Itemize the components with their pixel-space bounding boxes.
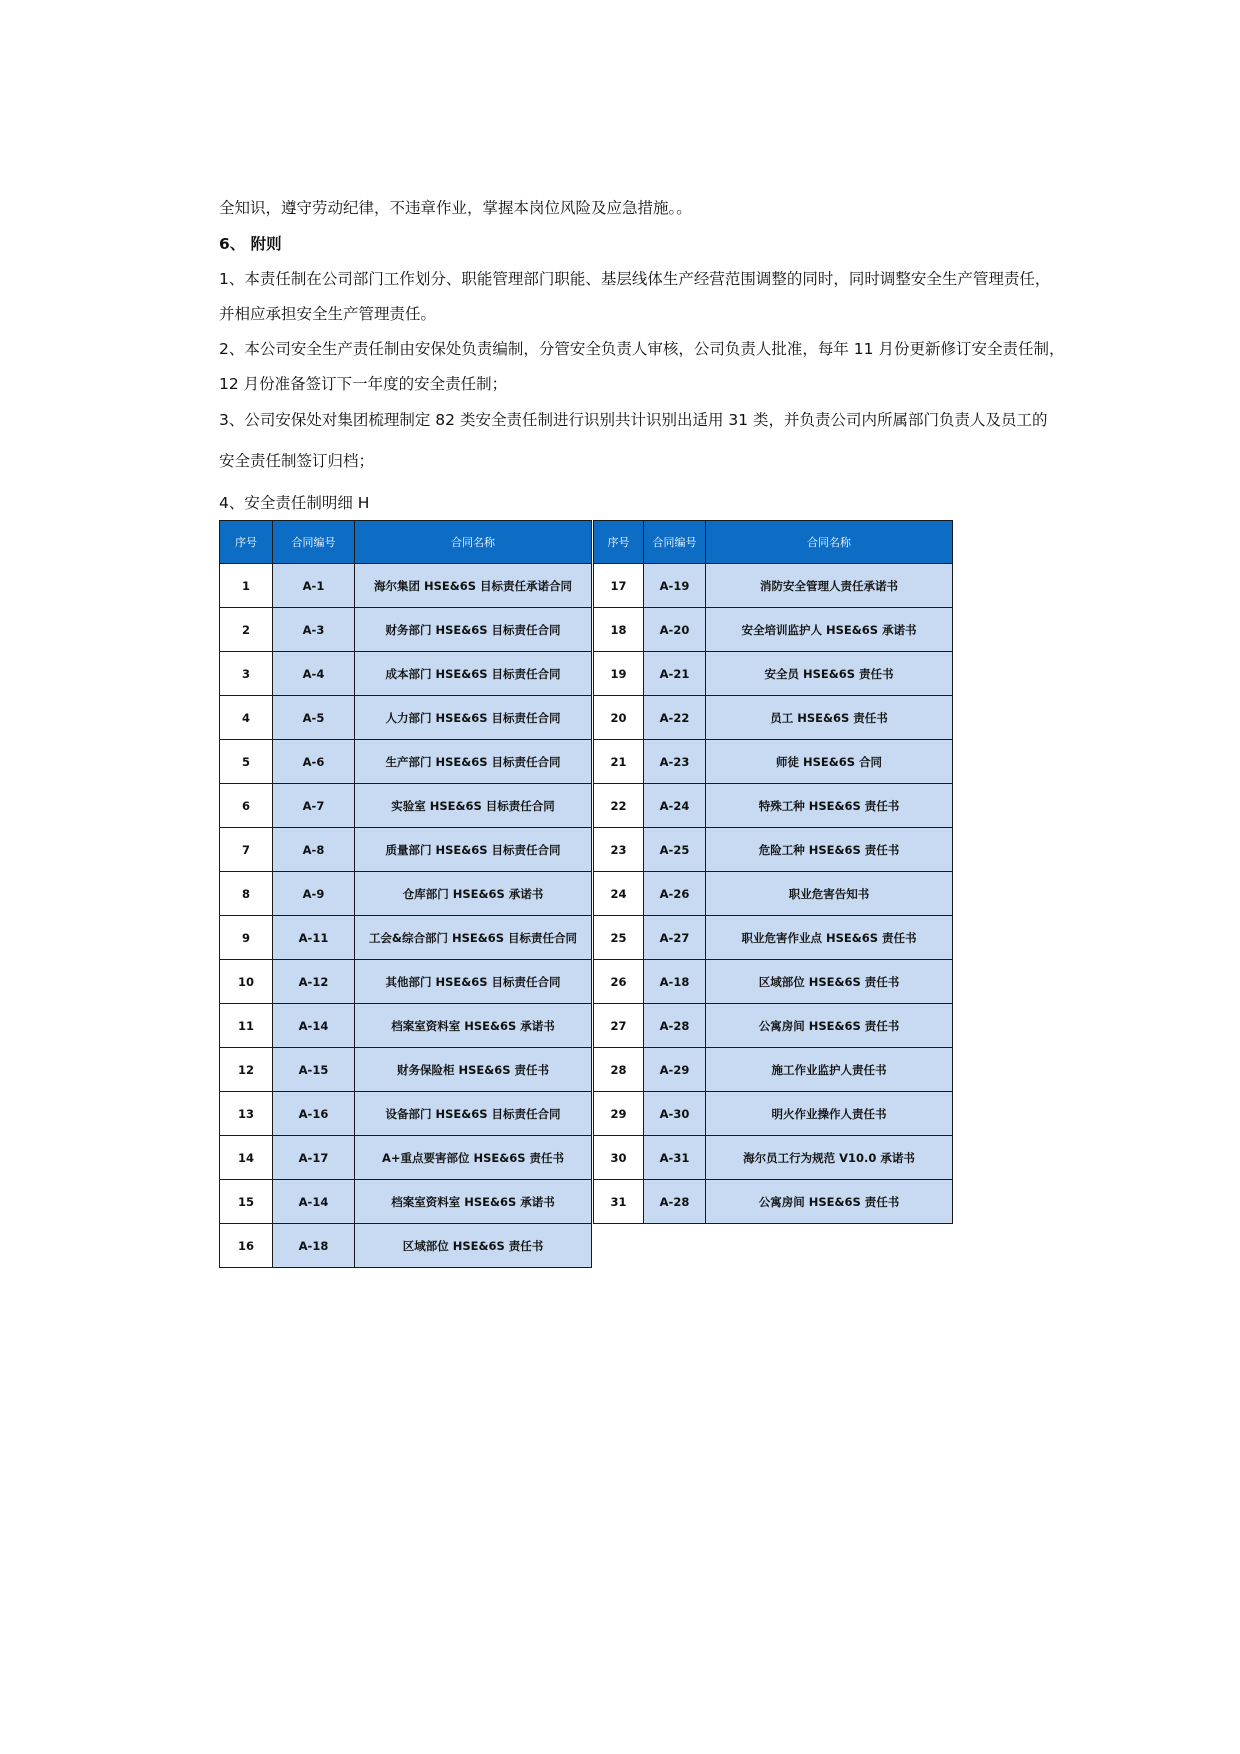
table-row [220, 740, 592, 784]
table-row [594, 1048, 953, 1092]
cell-contract-name: 明火作业操作人责任书 [706, 1092, 953, 1136]
table-row [594, 828, 953, 872]
cell-index: 18 [594, 608, 644, 652]
cell-contract-name: 区域部位 HSE&6S 责任书 [355, 1224, 592, 1268]
table-row [220, 960, 592, 1004]
table-row [594, 1092, 953, 1136]
cell-contract-name: 财务保险柜 HSE&6S 责任书 [355, 1048, 592, 1092]
table-row [594, 652, 953, 696]
table-row [594, 696, 953, 740]
cell-contract-code: A-25 [644, 828, 706, 872]
paragraph-3-line-2: 安全责任制签订归档； [219, 452, 375, 470]
cell-contract-name: 档案室资料室 HSE&6S 承诺书 [355, 1180, 592, 1224]
cell-contract-name: 成本部门 HSE&6S 目标责任合同 [355, 652, 592, 696]
paragraph-3-line-1: 3、公司安保处对集团梳理制定 82 类安全责任制进行识别共计识别出适用 31 类，并负责公司内所属部门负责人及员工的 [219, 411, 1048, 429]
cell-index: 2 [220, 608, 273, 652]
cell-contract-name: 实验室 HSE&6S 目标责任合同 [355, 784, 592, 828]
cell-contract-code: A-9 [273, 872, 355, 916]
cell-contract-name: 人力部门 HSE&6S 目标责任合同 [355, 696, 592, 740]
table-row [220, 564, 592, 608]
cell-index: 16 [220, 1224, 273, 1268]
cell-contract-name: 生产部门 HSE&6S 目标责任合同 [355, 740, 592, 784]
cell-contract-name: 海尔集团 HSE&6S 目标责任承诺合同 [355, 564, 592, 608]
table-row [594, 1180, 953, 1224]
cell-contract-name: 安全员 HSE&6S 责任书 [706, 652, 953, 696]
table-row [594, 916, 953, 960]
cell-contract-name: 危险工种 HSE&6S 责任书 [706, 828, 953, 872]
cell-index: 31 [594, 1180, 644, 1224]
table-row [220, 1224, 592, 1268]
cell-contract-code: A-17 [273, 1136, 355, 1180]
table-row [594, 784, 953, 828]
header-index: 序号 [594, 521, 644, 564]
table-row [220, 872, 592, 916]
paragraph-continuation: 全知识，遵守劳动纪律，不违章作业，掌握本岗位风险及应急措施。。 [219, 199, 692, 217]
cell-contract-name: 区域部位 HSE&6S 责任书 [706, 960, 953, 1004]
cell-contract-code: A-14 [273, 1180, 355, 1224]
cell-contract-code: A-1 [273, 564, 355, 608]
table-row [594, 740, 953, 784]
paragraph-1-line-2: 并相应承担安全生产管理责任。 [219, 305, 437, 323]
cell-index: 4 [220, 696, 273, 740]
table-row [220, 916, 592, 960]
cell-contract-code: A-3 [273, 608, 355, 652]
cell-contract-code: A-27 [644, 916, 706, 960]
cell-contract-name: 消防安全管理人责任承诺书 [706, 564, 953, 608]
cell-contract-code: A-22 [644, 696, 706, 740]
paragraph-2-line-1: 2、本公司安全生产责任制由安保处负责编制，分管安全负责人审核，公司负责人批准，每年 11 月份更新修订安全责任制， [219, 340, 1065, 358]
cell-contract-code: A-21 [644, 652, 706, 696]
responsibility-table-left [219, 520, 592, 1268]
table-row [220, 652, 592, 696]
cell-contract-code: A-19 [644, 564, 706, 608]
table-row [594, 960, 953, 1004]
cell-contract-code: A-28 [644, 1180, 706, 1224]
cell-contract-code: A-8 [273, 828, 355, 872]
cell-contract-name: 工会&综合部门 HSE&6S 目标责任合同 [355, 916, 592, 960]
cell-index: 30 [594, 1136, 644, 1180]
cell-contract-code: A-15 [273, 1048, 355, 1092]
cell-contract-code: A-26 [644, 872, 706, 916]
cell-contract-name: 特殊工种 HSE&6S 责任书 [706, 784, 953, 828]
table-row [220, 784, 592, 828]
cell-contract-name: 其他部门 HSE&6S 目标责任合同 [355, 960, 592, 1004]
table-row [220, 1004, 592, 1048]
cell-contract-code: A-18 [273, 1224, 355, 1268]
cell-contract-code: A-20 [644, 608, 706, 652]
cell-contract-code: A-29 [644, 1048, 706, 1092]
cell-contract-name: 安全培训监护人 HSE&6S 承诺书 [706, 608, 953, 652]
cell-index: 13 [220, 1092, 273, 1136]
cell-contract-code: A-18 [644, 960, 706, 1004]
cell-index: 14 [220, 1136, 273, 1180]
cell-contract-name: 施工作业监护人责任书 [706, 1048, 953, 1092]
cell-contract-code: A-16 [273, 1092, 355, 1136]
cell-index: 5 [220, 740, 273, 784]
cell-contract-name: 员工 HSE&6S 责任书 [706, 696, 953, 740]
cell-index: 9 [220, 916, 273, 960]
cell-contract-name: 档案室资料室 HSE&6S 承诺书 [355, 1004, 592, 1048]
cell-index: 8 [220, 872, 273, 916]
header-contract-name: 合同名称 [706, 521, 953, 564]
cell-contract-code: A-5 [273, 696, 355, 740]
table-row [220, 1180, 592, 1224]
header-contract-name: 合同名称 [355, 521, 592, 564]
cell-index: 26 [594, 960, 644, 1004]
cell-index: 23 [594, 828, 644, 872]
cell-contract-code: A-12 [273, 960, 355, 1004]
table-row [220, 1136, 592, 1180]
cell-contract-code: A-30 [644, 1092, 706, 1136]
table-row [594, 564, 953, 608]
cell-index: 22 [594, 784, 644, 828]
cell-contract-code: A-4 [273, 652, 355, 696]
responsibility-table-right [593, 520, 953, 1224]
table-row [220, 1092, 592, 1136]
table-row [594, 872, 953, 916]
cell-index: 12 [220, 1048, 273, 1092]
cell-contract-name: 师徒 HSE&6S 合同 [706, 740, 953, 784]
header-contract-code: 合同编号 [644, 521, 706, 564]
table-header-row [594, 521, 953, 564]
cell-index: 17 [594, 564, 644, 608]
cell-contract-name: 职业危害告知书 [706, 872, 953, 916]
cell-index: 1 [220, 564, 273, 608]
cell-index: 21 [594, 740, 644, 784]
table-row [220, 828, 592, 872]
cell-contract-name: 设备部门 HSE&6S 目标责任合同 [355, 1092, 592, 1136]
table-row [220, 608, 592, 652]
table-header-row [220, 521, 592, 564]
cell-contract-code: A-11 [273, 916, 355, 960]
table-row [220, 696, 592, 740]
cell-index: 25 [594, 916, 644, 960]
cell-index: 19 [594, 652, 644, 696]
cell-contract-code: A-28 [644, 1004, 706, 1048]
header-index: 序号 [220, 521, 273, 564]
cell-contract-name: A+重点要害部位 HSE&6S 责任书 [355, 1136, 592, 1180]
cell-index: 7 [220, 828, 273, 872]
cell-contract-name: 海尔员工行为规范 V10.0 承诺书 [706, 1136, 953, 1180]
cell-index: 6 [220, 784, 273, 828]
cell-contract-code: A-14 [273, 1004, 355, 1048]
cell-index: 15 [220, 1180, 273, 1224]
paragraph-1-line-1: 1、本责任制在公司部门工作划分、职能管理部门职能、基层线体生产经营范围调整的同时，同时调整安全生产管理责任， [219, 270, 1051, 288]
paragraph-4-caption: 4、安全责任制明细 H [219, 494, 370, 512]
cell-index: 3 [220, 652, 273, 696]
cell-contract-name: 公寓房间 HSE&6S 责任书 [706, 1180, 953, 1224]
cell-index: 11 [220, 1004, 273, 1048]
cell-contract-code: A-24 [644, 784, 706, 828]
table-row [594, 1136, 953, 1180]
cell-contract-name: 公寓房间 HSE&6S 责任书 [706, 1004, 953, 1048]
cell-contract-code: A-23 [644, 740, 706, 784]
paragraph-2-line-2: 12 月份准备签订下一年度的安全责任制； [219, 375, 508, 393]
cell-contract-code: A-31 [644, 1136, 706, 1180]
cell-contract-code: A-7 [273, 784, 355, 828]
cell-contract-name: 质量部门 HSE&6S 目标责任合同 [355, 828, 592, 872]
cell-index: 27 [594, 1004, 644, 1048]
section-heading: 6、 附则 [219, 235, 282, 253]
cell-contract-name: 仓库部门 HSE&6S 承诺书 [355, 872, 592, 916]
table-row [594, 1004, 953, 1048]
table-row [220, 1048, 592, 1092]
cell-contract-code: A-6 [273, 740, 355, 784]
table-row [594, 608, 953, 652]
cell-contract-name: 财务部门 HSE&6S 目标责任合同 [355, 608, 592, 652]
cell-index: 20 [594, 696, 644, 740]
cell-index: 24 [594, 872, 644, 916]
cell-index: 28 [594, 1048, 644, 1092]
cell-index: 29 [594, 1092, 644, 1136]
header-contract-code: 合同编号 [273, 521, 355, 564]
cell-index: 10 [220, 960, 273, 1004]
cell-contract-name: 职业危害作业点 HSE&6S 责任书 [706, 916, 953, 960]
